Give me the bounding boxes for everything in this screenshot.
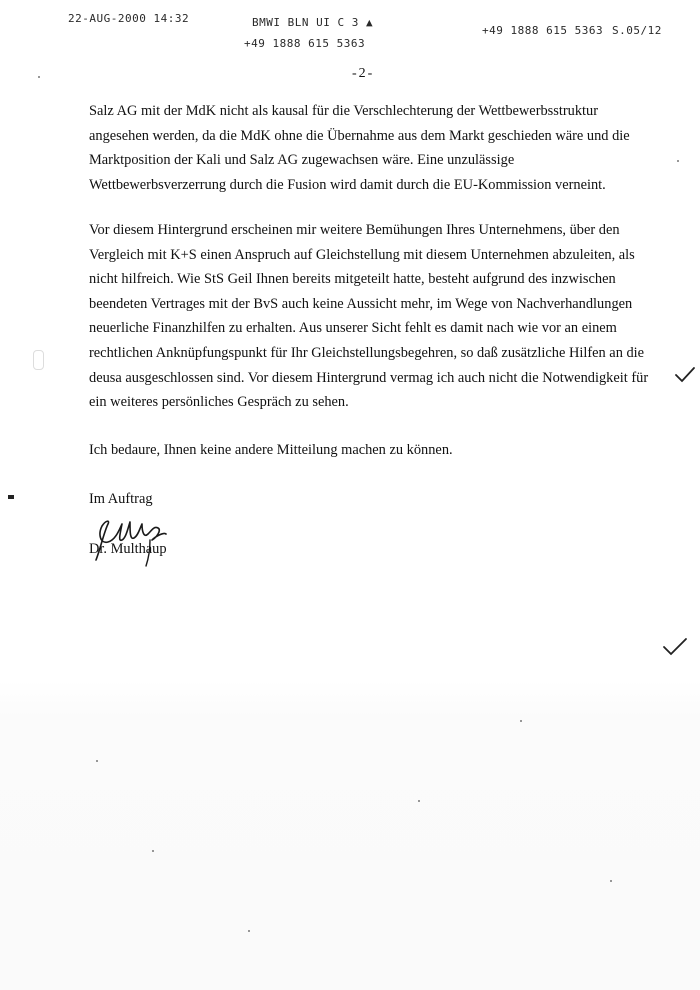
fax-recipient-number: +49 1888 615 5363 [482, 24, 604, 37]
closing-text: Im Auftrag [89, 491, 153, 507]
signatory-text: Dr. Multhaup [89, 541, 167, 557]
text-line: Marktposition der Kali und Salz AG zugewachsen wäre. Eine unzulässige [89, 152, 515, 169]
text-line: Salz AG mit der MdK nicht als kausal für die Verschlechterung der Wettbewerbsstruktur [89, 103, 599, 119]
scan-speck [610, 880, 612, 882]
scan-speck [248, 930, 250, 932]
text-line: ein weiteres persönliches Gespräch zu sehen. [89, 394, 349, 411]
text-line: Vor diesem Hintergrund erscheinen mir weitere Bemühungen Ihres Unternehmens, über den [89, 222, 620, 238]
scan-speck [520, 720, 522, 722]
scan-artifact [8, 495, 14, 499]
text-line: angesehen werden, da die MdK ohne die Übernahme aus dem Markt geschieden wäre und die [89, 127, 630, 144]
scan-speck [38, 76, 40, 78]
scan-speck [96, 760, 98, 762]
text-line: rechtlichen Anknüpfungspunkt für Ihr Gleichstellungsbegehren, so daß zusätzliche Hilfen an die [89, 344, 645, 361]
scan-speck [677, 160, 679, 162]
text-line: Wettbewerbsverzerrung durch die Fusion wird damit durch die EU-Kommission verneint. [89, 176, 606, 193]
closing-phrase [89, 487, 153, 512]
check-mark-icon [674, 365, 696, 385]
scan-speck [418, 800, 420, 802]
signatory-name [89, 537, 167, 562]
text-line: beendeten Vertrages mit der BvS auch keine Aussicht mehr, im Wege von Nachverhandlungen [89, 295, 633, 312]
fax-date-time: 22-AUG-2000 14:32 [68, 12, 190, 25]
fax-sender-number: +49 1888 615 5363 [244, 37, 366, 50]
paragraph [89, 218, 648, 415]
fax-page-indicator: S.05/12 [612, 24, 662, 37]
page-number: -2- [352, 66, 375, 81]
text-line: deusa ausgeschlossen sind. Vor diesem Hintergrund vermag ich auch nicht die Notwendigkeit für [89, 369, 649, 386]
text-line: Vergleich mit K+S einen Anspruch auf Gleichstellung mit diesem Unternehmen abzuleiten, als [89, 246, 635, 263]
text-line: nicht hilfreich. Wie StS Geil Ihnen bereits mitgeteilt hatte, besteht aufgrund des inzwischen [89, 271, 616, 288]
paragraph [89, 99, 630, 197]
scan-speck [152, 850, 154, 852]
check-mark-icon [662, 636, 688, 658]
text-line: Ich bedaure, Ihnen keine andere Mitteilung machen zu können. [89, 442, 453, 458]
fax-sender-id: BMWI BLN UI C 3 ▲ [252, 16, 374, 29]
scan-artifact [33, 350, 44, 370]
scan-background [0, 680, 700, 990]
text-line: neuerliche Finanzhilfen zu erhalten. Aus unserer Sicht fehlt es damit nach wie vor an einem [89, 320, 617, 337]
paragraph [89, 438, 453, 463]
